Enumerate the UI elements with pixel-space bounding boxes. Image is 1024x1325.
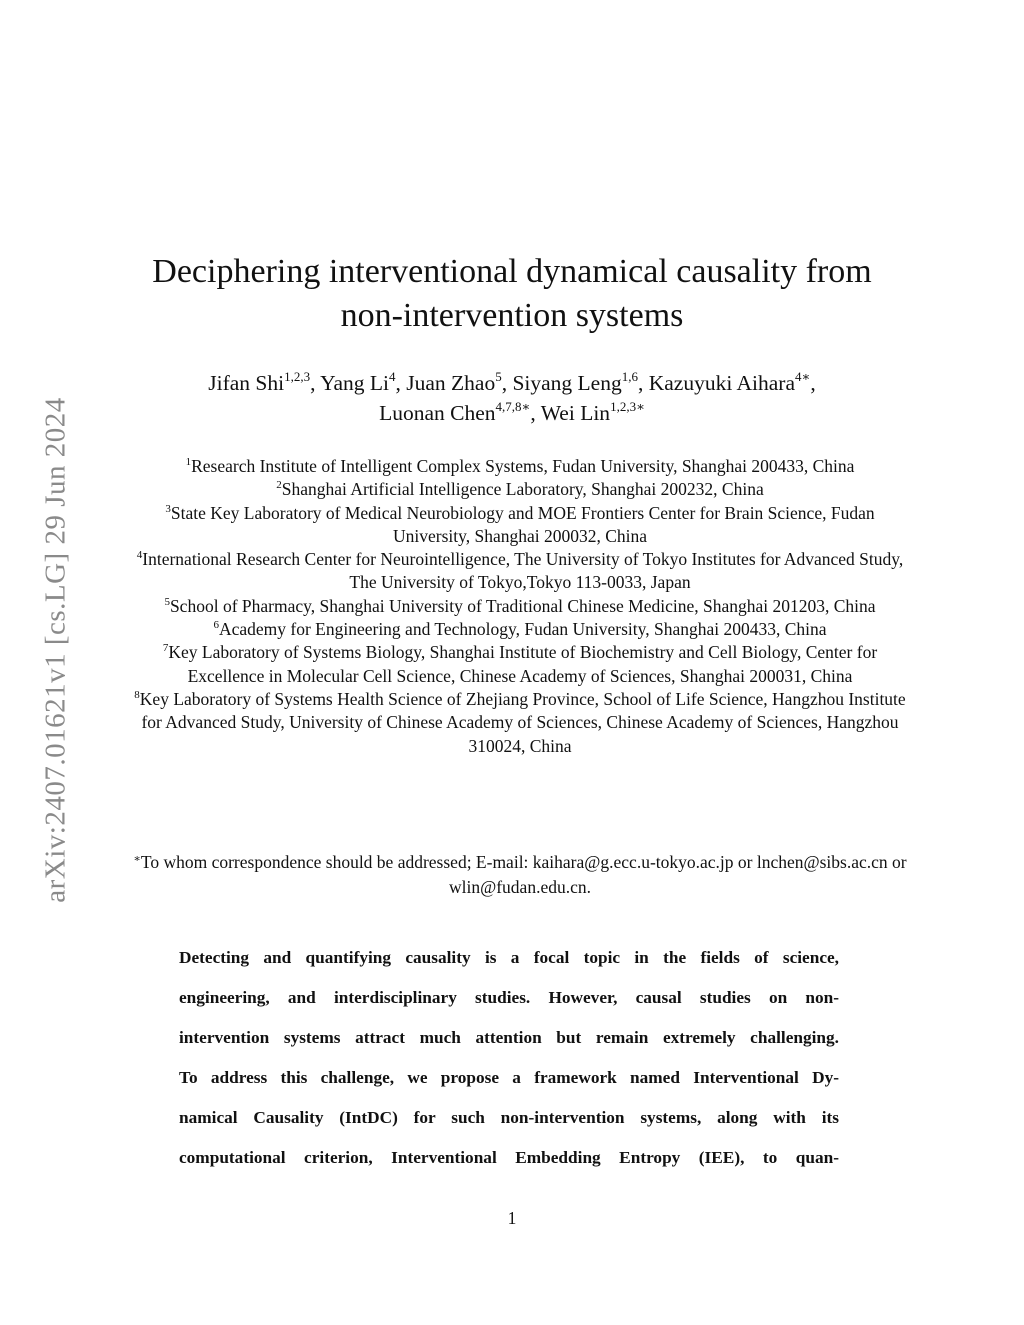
author-name: Yang Li xyxy=(320,371,389,395)
affiliation-item xyxy=(130,502,910,549)
affiliation-item xyxy=(130,548,910,595)
affiliation-number: 3 xyxy=(165,502,171,515)
affiliation-item xyxy=(130,478,910,501)
affiliation-item xyxy=(130,688,910,758)
abstract-line: namical Causality (IntDC) for such non-intervention systems, along with its xyxy=(179,1108,839,1127)
author-list xyxy=(0,368,1024,428)
author-affiliation-mark: 5 xyxy=(495,369,502,384)
correspondence-note xyxy=(130,850,910,900)
affiliation-text: Research Institute of Intelligent Complex Systems, Fudan University, Shanghai 200433, China xyxy=(191,456,855,476)
affiliation-text: State Key Laboratory of Medical Neurobiology and MOE Frontiers Center for Brain Science, Fudan University, Shanghai 200032, China xyxy=(170,502,875,546)
affiliation-item xyxy=(130,455,910,478)
arxiv-identifier-stamp: arXiv:2407.01621v1 [cs.LG] 29 Jun 2024 xyxy=(39,397,72,903)
affiliation-number: 7 xyxy=(162,642,169,655)
affiliation-number: 1 xyxy=(185,456,192,468)
author-affiliation-mark: 1,6 xyxy=(621,369,638,384)
affiliation-number: 8 xyxy=(134,688,140,701)
abstract-line: engineering, and interdisciplinary studies. However, causal studies on non- xyxy=(179,988,839,1007)
author-affiliation-mark: 4 xyxy=(388,369,396,384)
author-name: Juan Zhao xyxy=(406,371,496,395)
affiliation-text: International Research Center for Neurointelligence, The University of Tokyo Institutes for Advanced Study, The University of Tokyo,Tokyo 113-0033, Japan xyxy=(142,549,904,593)
paper-title xyxy=(0,250,1024,338)
abstract-line: To address this challenge, we propose a framework named Interventional Dy- xyxy=(179,1068,839,1087)
abstract xyxy=(179,938,839,1178)
abstract-line: Detecting and quantifying causality is a focal topic in the fields of science, xyxy=(179,948,839,967)
affiliation-text: Shanghai Artificial Intelligence Laboratory, Shanghai 200232, China xyxy=(281,479,764,500)
title-line-1: Deciphering interventional dynamical causality from xyxy=(152,253,872,290)
affiliation-number: 6 xyxy=(213,619,219,632)
author-name: Wei Lin xyxy=(540,401,611,425)
correspondence-text: To whom correspondence should be addressed; E-mail: kaihara@g.ecc.u-tokyo.ac.jp or lnchen@sibs.ac.cn or wlin@fudan.edu.cn. xyxy=(140,852,907,897)
title-line-2: non-intervention systems xyxy=(340,297,684,334)
author-name: Luonan Chen xyxy=(379,401,496,425)
affiliation-text: Academy for Engineering and Technology, Fudan University, Shanghai 200433, China xyxy=(218,619,827,640)
author-affiliation-mark: 1,2,3 xyxy=(284,369,311,384)
affiliation-item xyxy=(130,641,910,688)
abstract-line: computational criterion, Interventional Embedding Entropy (IEE), to quan- xyxy=(179,1148,839,1167)
affiliation-list xyxy=(130,455,910,758)
page-number: 1 xyxy=(507,1208,517,1228)
affiliation-number: 5 xyxy=(164,595,170,608)
affiliation-number: 4 xyxy=(136,549,143,562)
author-name: Siyang Leng xyxy=(512,371,622,395)
correspondence-mark: ∗ xyxy=(133,853,141,865)
author-name: Kazuyuki Aihara xyxy=(648,371,796,395)
author-line-2: Luonan Chen$^{4,7,8∗}$, Wei Lin$^{1,2,3∗}$ xyxy=(379,399,645,425)
affiliation-text: Key Laboratory of Systems Biology, Shanghai Institute of Biochemistry and Cell Biology, Center for Excellence in Molecular Cell Science, Chinese Academy of Sciences, Shanghai 200031, China xyxy=(168,642,878,686)
affiliation-item xyxy=(130,618,910,641)
affiliation-number: 2 xyxy=(276,479,282,492)
author-name: Jifan Shi xyxy=(208,371,285,395)
author-affiliation-mark: 1,2,3∗ xyxy=(610,399,645,414)
affiliation-text: School of Pharmacy, Shanghai University of Traditional Chinese Medicine, Shanghai 201203, China xyxy=(169,595,876,616)
affiliation-text: Key Laboratory of Systems Health Science of Zhejiang Province, School of Life Science, Hangzhou Institute for Advanced Study, University of Chinese Academy of Sciences, Chinese Academy of Sciences, Hangzhou 310024, China xyxy=(139,688,906,756)
author-line-1: Jifan Shi$^{1,2,3}$, Yang Li$^4$, Juan Zhao$^5$, Siyang Leng$^{1,6}$, Kazuyuki Aihara$^{4∗}$, xyxy=(208,369,816,395)
author-affiliation-mark: 4∗ xyxy=(795,369,811,384)
abstract-line: intervention systems attract much attention but remain extremely challenging. xyxy=(179,1028,839,1047)
author-affiliation-mark: 4,7,8∗ xyxy=(495,399,531,414)
affiliation-item xyxy=(130,595,910,618)
